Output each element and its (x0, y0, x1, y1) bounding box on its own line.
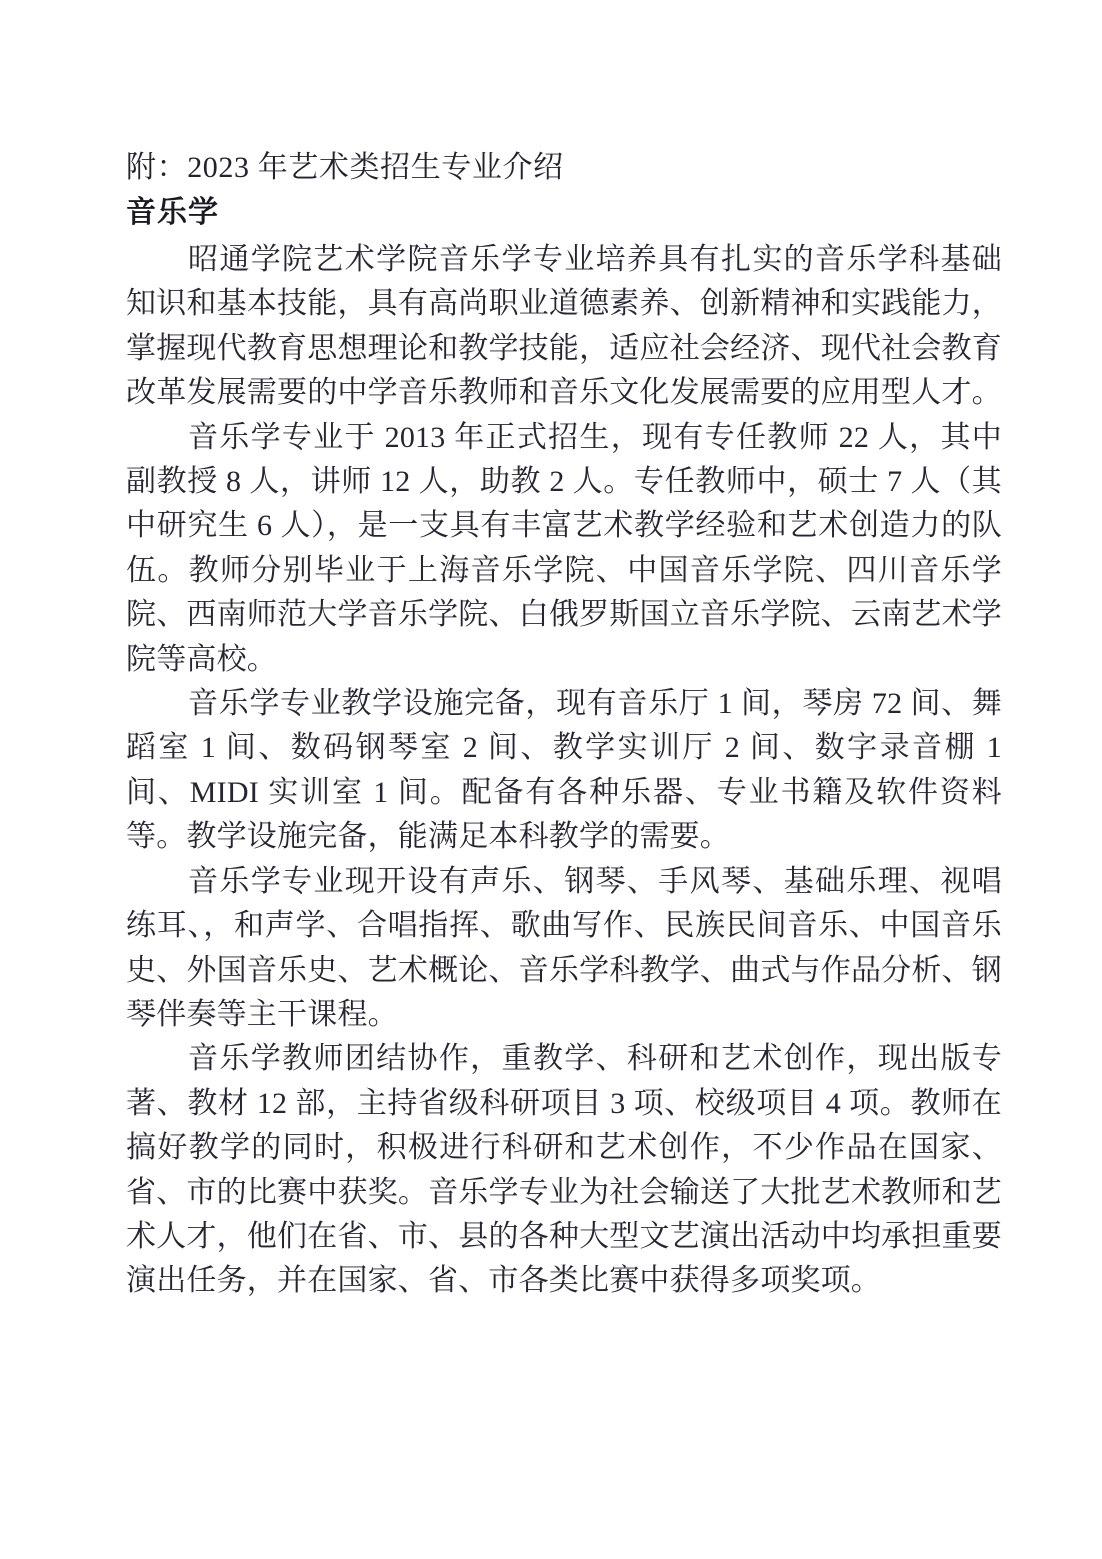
paragraph-achievements: 音乐学教师团结协作，重教学、科研和艺术创作，现出版专著、教材 12 部，主持省级科研项目 3 项、校级项目 4 项。教师在搞好教学的同时，积极进行科研和艺术创作，不少作品在国家、省、市的比赛中获奖。音乐学专业为社会输送了大批艺术教师和艺术人才，他们在省、市、县的各种大型文艺演出活动中均承担重要演出任务，并在国家、省、市各类比赛中获得多项奖项。 (126, 1042, 1002, 1298)
paragraph-faculty: 音乐学专业于 2013 年正式招生，现有专任教师 22 人，其中副教授 8 人，讲师 12 人，助教 2 人。专任教师中，硕士 7 人（其中研究生 6 人），是一支具有丰富艺术教学经验和艺术创造力的队伍。教师分别毕业于上海音乐学院、中国音乐学院、四川音乐学院、西南师范大学音乐学院、白俄罗斯国立音乐学院、云南艺术学院等高校。 (126, 420, 1002, 676)
paragraph-courses: 音乐学专业现开设有声乐、钢琴、手风琴、基础乐理、视唱练耳、，和声学、合唱指挥、歌曲写作、民族民间音乐、中国音乐史、外国音乐史、艺术概论、音乐学科教学、曲式与作品分析、钢琴伴奏等主干课程。 (126, 864, 1002, 1031)
paragraph-training-objective: 昭通学院艺术学院音乐学专业培养具有扎实的音乐学科基础知识和基本技能，具有高尚职业道德素养、创新精神和实践能力，掌握现代教育思想理论和教学技能，适应社会经济、现代社会教育改革发展需要的中学音乐教师和音乐文化发展需要的应用型人才。 (126, 243, 1002, 410)
attachment-title-line: 附：2023 年艺术类招生专业介绍 (126, 151, 564, 184)
section-heading-musicology: 音乐学 (126, 195, 219, 230)
document-body (126, 146, 1002, 1304)
paragraph-facilities: 音乐学专业教学设施完备，现有音乐厅 1 间，琴房 72 间、舞蹈室 1 间、数码钢琴室 2 间、教学实训厅 2 间、数字录音棚 1 间、MIDI 实训室 1 间。配备有各种乐器、专业书籍及软件资料等。教学设施完备，能满足本科教学的需要。 (126, 687, 1002, 854)
